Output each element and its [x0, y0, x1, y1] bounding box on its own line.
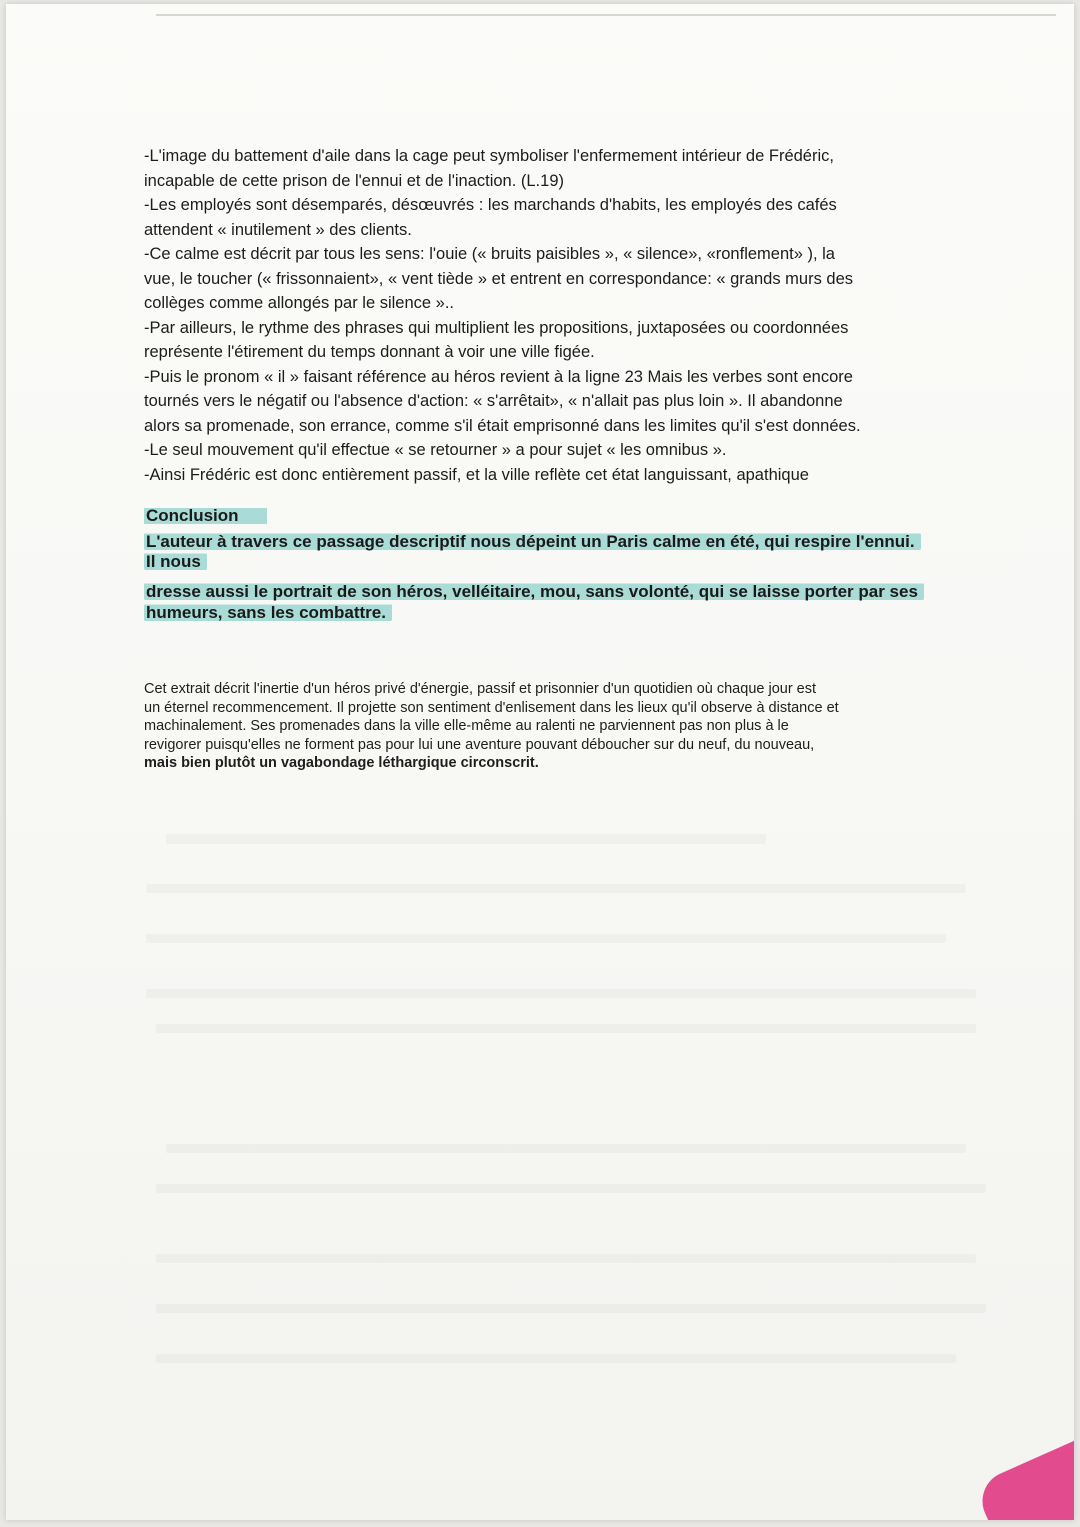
pink-corner-decoration: [973, 1437, 1074, 1520]
conclusion-line: humeurs, sans les combattre.: [144, 601, 1004, 624]
text-line: -Ainsi Frédéric est donc entièrement passif, et la ville reflète cet état languissant, apathique: [144, 465, 809, 484]
text-line: alors sa promenade, son errance, comme s'il était emprisonné dans les limites qu'il s'est données.: [144, 416, 861, 435]
text-line: Cet extrait décrit l'inertie d'un héros privé d'énergie, passif et prisonnier d'un quotidien où chaque jour est: [144, 681, 817, 697]
conclusion-line: dresse aussi le portrait de son héros, velléitaire, mou, sans volonté, qui se laisse porter par ses: [144, 580, 1004, 603]
text-line: un éternel recommencement. Il projette son sentiment d'enlisement dans les lieux qu'il observe à distance et: [144, 699, 839, 716]
text-line: -Par ailleurs, le rythme des phrases qui multiplient les propositions, juxtaposées ou coordonnées: [144, 318, 849, 337]
conclusion-line: Il nous: [144, 550, 1004, 573]
text-line: représente l'étirement du temps donnant à voir une ville figée.: [144, 343, 595, 361]
show-through: [146, 884, 966, 893]
text-line: -L'image du battement d'aile dans la cage peut symboliser l'enfermement intérieur de Frédéric,: [144, 147, 834, 165]
text-line: vue, le toucher (« frissonnaient», « vent tiède » et entrent en correspondance: « grands murs des: [144, 269, 854, 288]
text-line: tournés vers le négatif ou l'absence d'action: « s'arrêtait», « n'allait pas plus loin ». Il abandonne: [144, 392, 843, 410]
show-through: [156, 1254, 976, 1263]
conclusion-heading: Conclusion: [144, 506, 267, 526]
text-line: collèges comme allongés par le silence »..: [144, 294, 454, 312]
text-line: -Ce calme est décrit par tous les sens: l'ouie (« bruits paisibles », « silence», «ronflement» ), la: [144, 245, 835, 263]
text-line: incapable de cette prison de l'ennui et de l'inaction. (L.19): [144, 171, 564, 190]
text-line: -Le seul mouvement qu'il effectue « se retourner » a pour sujet « les omnibus ».: [144, 441, 727, 459]
paper-sheet: [6, 4, 1074, 1520]
show-through: [156, 1354, 956, 1363]
analysis-text: [144, 144, 964, 487]
conclusion-line: L'auteur à travers ce passage descriptif nous dépeint un Paris calme en été, qui respire l'ennui.: [144, 530, 1004, 553]
text-line-bold: mais bien plutôt un vagabondage léthargique circonscrit.: [144, 755, 539, 771]
summary-text: [144, 680, 974, 773]
text-line: machinalement. Ses promenades dans la ville elle-même au ralenti ne parviennent pas non plus à le: [144, 718, 789, 734]
show-through: [146, 934, 946, 943]
text-line: revigorer puisqu'elles ne forment pas pour lui une aventure pouvant déboucher sur du neuf, du nouveau,: [144, 736, 815, 753]
show-through: [166, 834, 766, 844]
text-line: -Les employés sont désemparés, désœuvrés : les marchands d'habits, les employés des cafés: [144, 196, 837, 214]
text-line: -Puis le pronom « il » faisant référence au héros revient à la ligne 23 Mais les verbes sont encore: [144, 367, 853, 386]
show-through: [156, 1304, 986, 1313]
show-through: [166, 1144, 966, 1153]
show-through: [156, 1184, 986, 1193]
text-line: attendent « inutilement » des clients.: [144, 220, 412, 239]
show-through: [146, 989, 976, 998]
page-top-edge: [156, 14, 1056, 16]
show-through: [156, 1024, 976, 1033]
